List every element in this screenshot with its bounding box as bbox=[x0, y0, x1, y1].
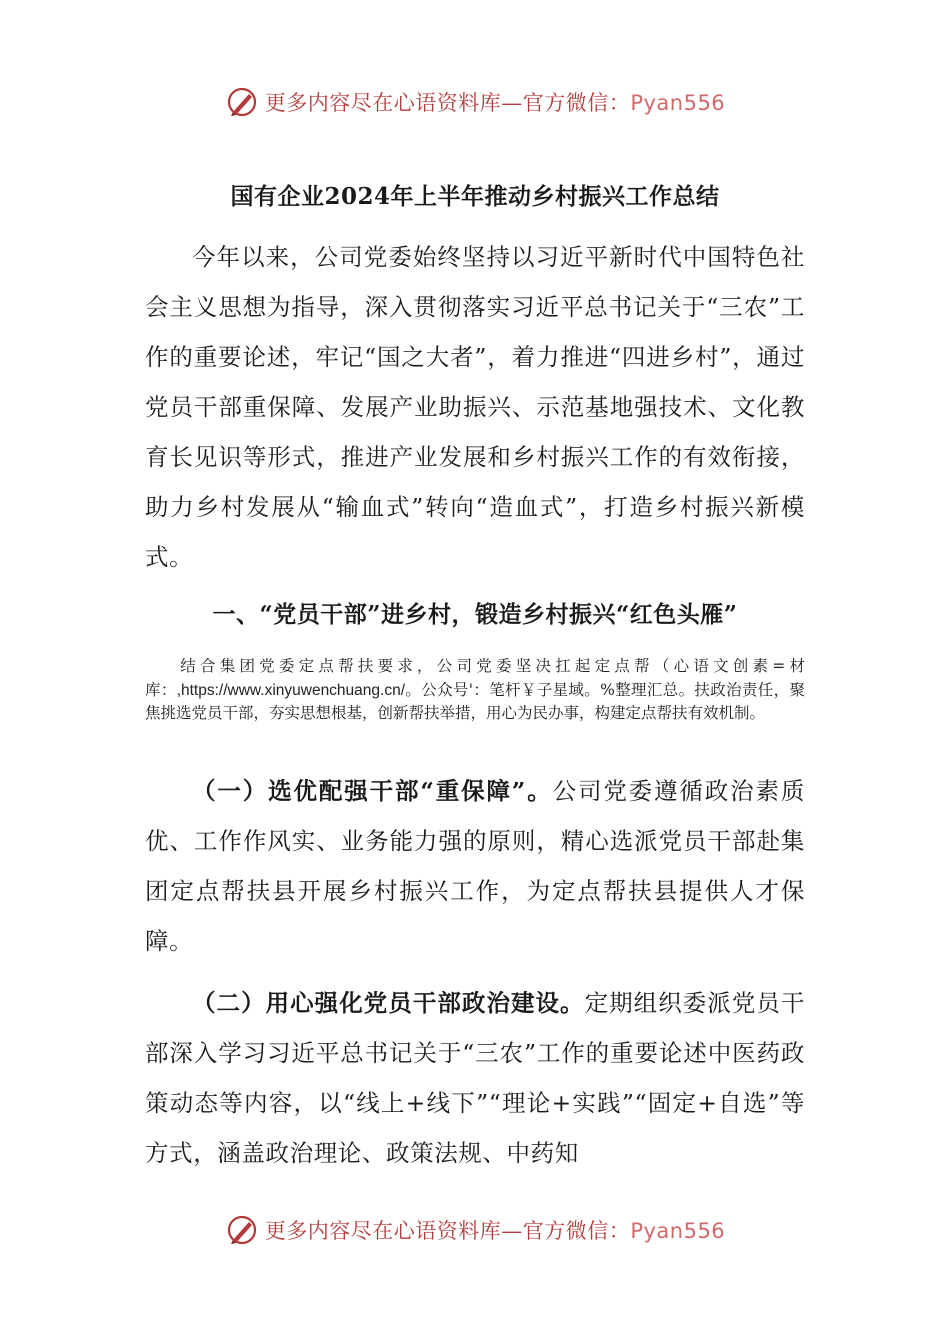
section-1-small-paragraph bbox=[145, 655, 805, 726]
pen-logo-icon bbox=[225, 85, 259, 119]
subsection-1-paragraph bbox=[145, 766, 805, 966]
subsection-2-heading: （二）用心强化党员干部政治建设。 bbox=[192, 989, 585, 1017]
section-1-heading: 一、“党员干部”进乡村，锻造乡村振兴“红色头雁” bbox=[212, 601, 738, 628]
subsection-2-paragraph bbox=[145, 978, 805, 1178]
small-text-a: 结合集团党委定点帮扶要求，公司党委坚决扛起定点帮（心语文创素=材库： bbox=[145, 657, 805, 699]
small-indent bbox=[145, 657, 176, 675]
document-title: 国有企业2024年上半年推动乡村振兴工作总结 bbox=[230, 183, 720, 210]
header-watermark bbox=[0, 82, 950, 122]
watermark-label: 更多内容尽在心语资料库—官方微信： bbox=[264, 91, 631, 115]
source-url: ,https://www.xinyuwenchuang.cn/ bbox=[176, 681, 406, 699]
small-text-b: 。公众号'：笔杆￥子星域。%整理汇总。扶政治责任，聚焦挑选党员干部，夯实思想根基，创新帮扶举措，用心为民办事，构建定点帮扶有效机制。 bbox=[145, 680, 805, 722]
subsection-2-body: 定期组织委派党员干部深入学习习近平总书记关于“三农”工作的重要论述中医药政策动态等内容，以“线上+线下”“理论+实践”“固定+自选”等方式，涵盖政治理论、政策法规、中药知 bbox=[145, 989, 805, 1167]
watermark-text bbox=[265, 87, 725, 117]
subsection-1-body: 公司党委遵循政治素质优、工作作风实、业务能力强的原则，精心选派党员干部赴集团定点帮扶县开展乡村振兴工作，为定点帮扶县提供人才保障。 bbox=[145, 777, 805, 955]
watermark-text bbox=[265, 1215, 725, 1245]
watermark-label: 更多内容尽在心语资料库—官方微信： bbox=[264, 1219, 631, 1243]
watermark-wechat-id: Pyan556 bbox=[630, 1219, 726, 1243]
footer-watermark bbox=[0, 1210, 950, 1250]
watermark-wechat-id: Pyan556 bbox=[630, 91, 726, 115]
pen-logo-icon bbox=[225, 1213, 259, 1247]
subsection-1-heading: （一）选优配强干部“重保障”。 bbox=[192, 777, 553, 805]
intro-paragraph: 今年以来，公司党委始终坚持以习近平新时代中国特色社会主义思想为指导，深入贯彻落实习近平总书记关于“三农”工作的重要论述，牢记“国之大者”，着力推进“四进乡村”，通过党员干部重保障、发展产业助振兴、示范基地强技术、文化教育长见识等形式，推进产业发展和乡村振兴工作的有效衔接，助力乡村发展从“输血式”转向“造血式”，打造乡村振兴新模式。 bbox=[145, 243, 805, 571]
